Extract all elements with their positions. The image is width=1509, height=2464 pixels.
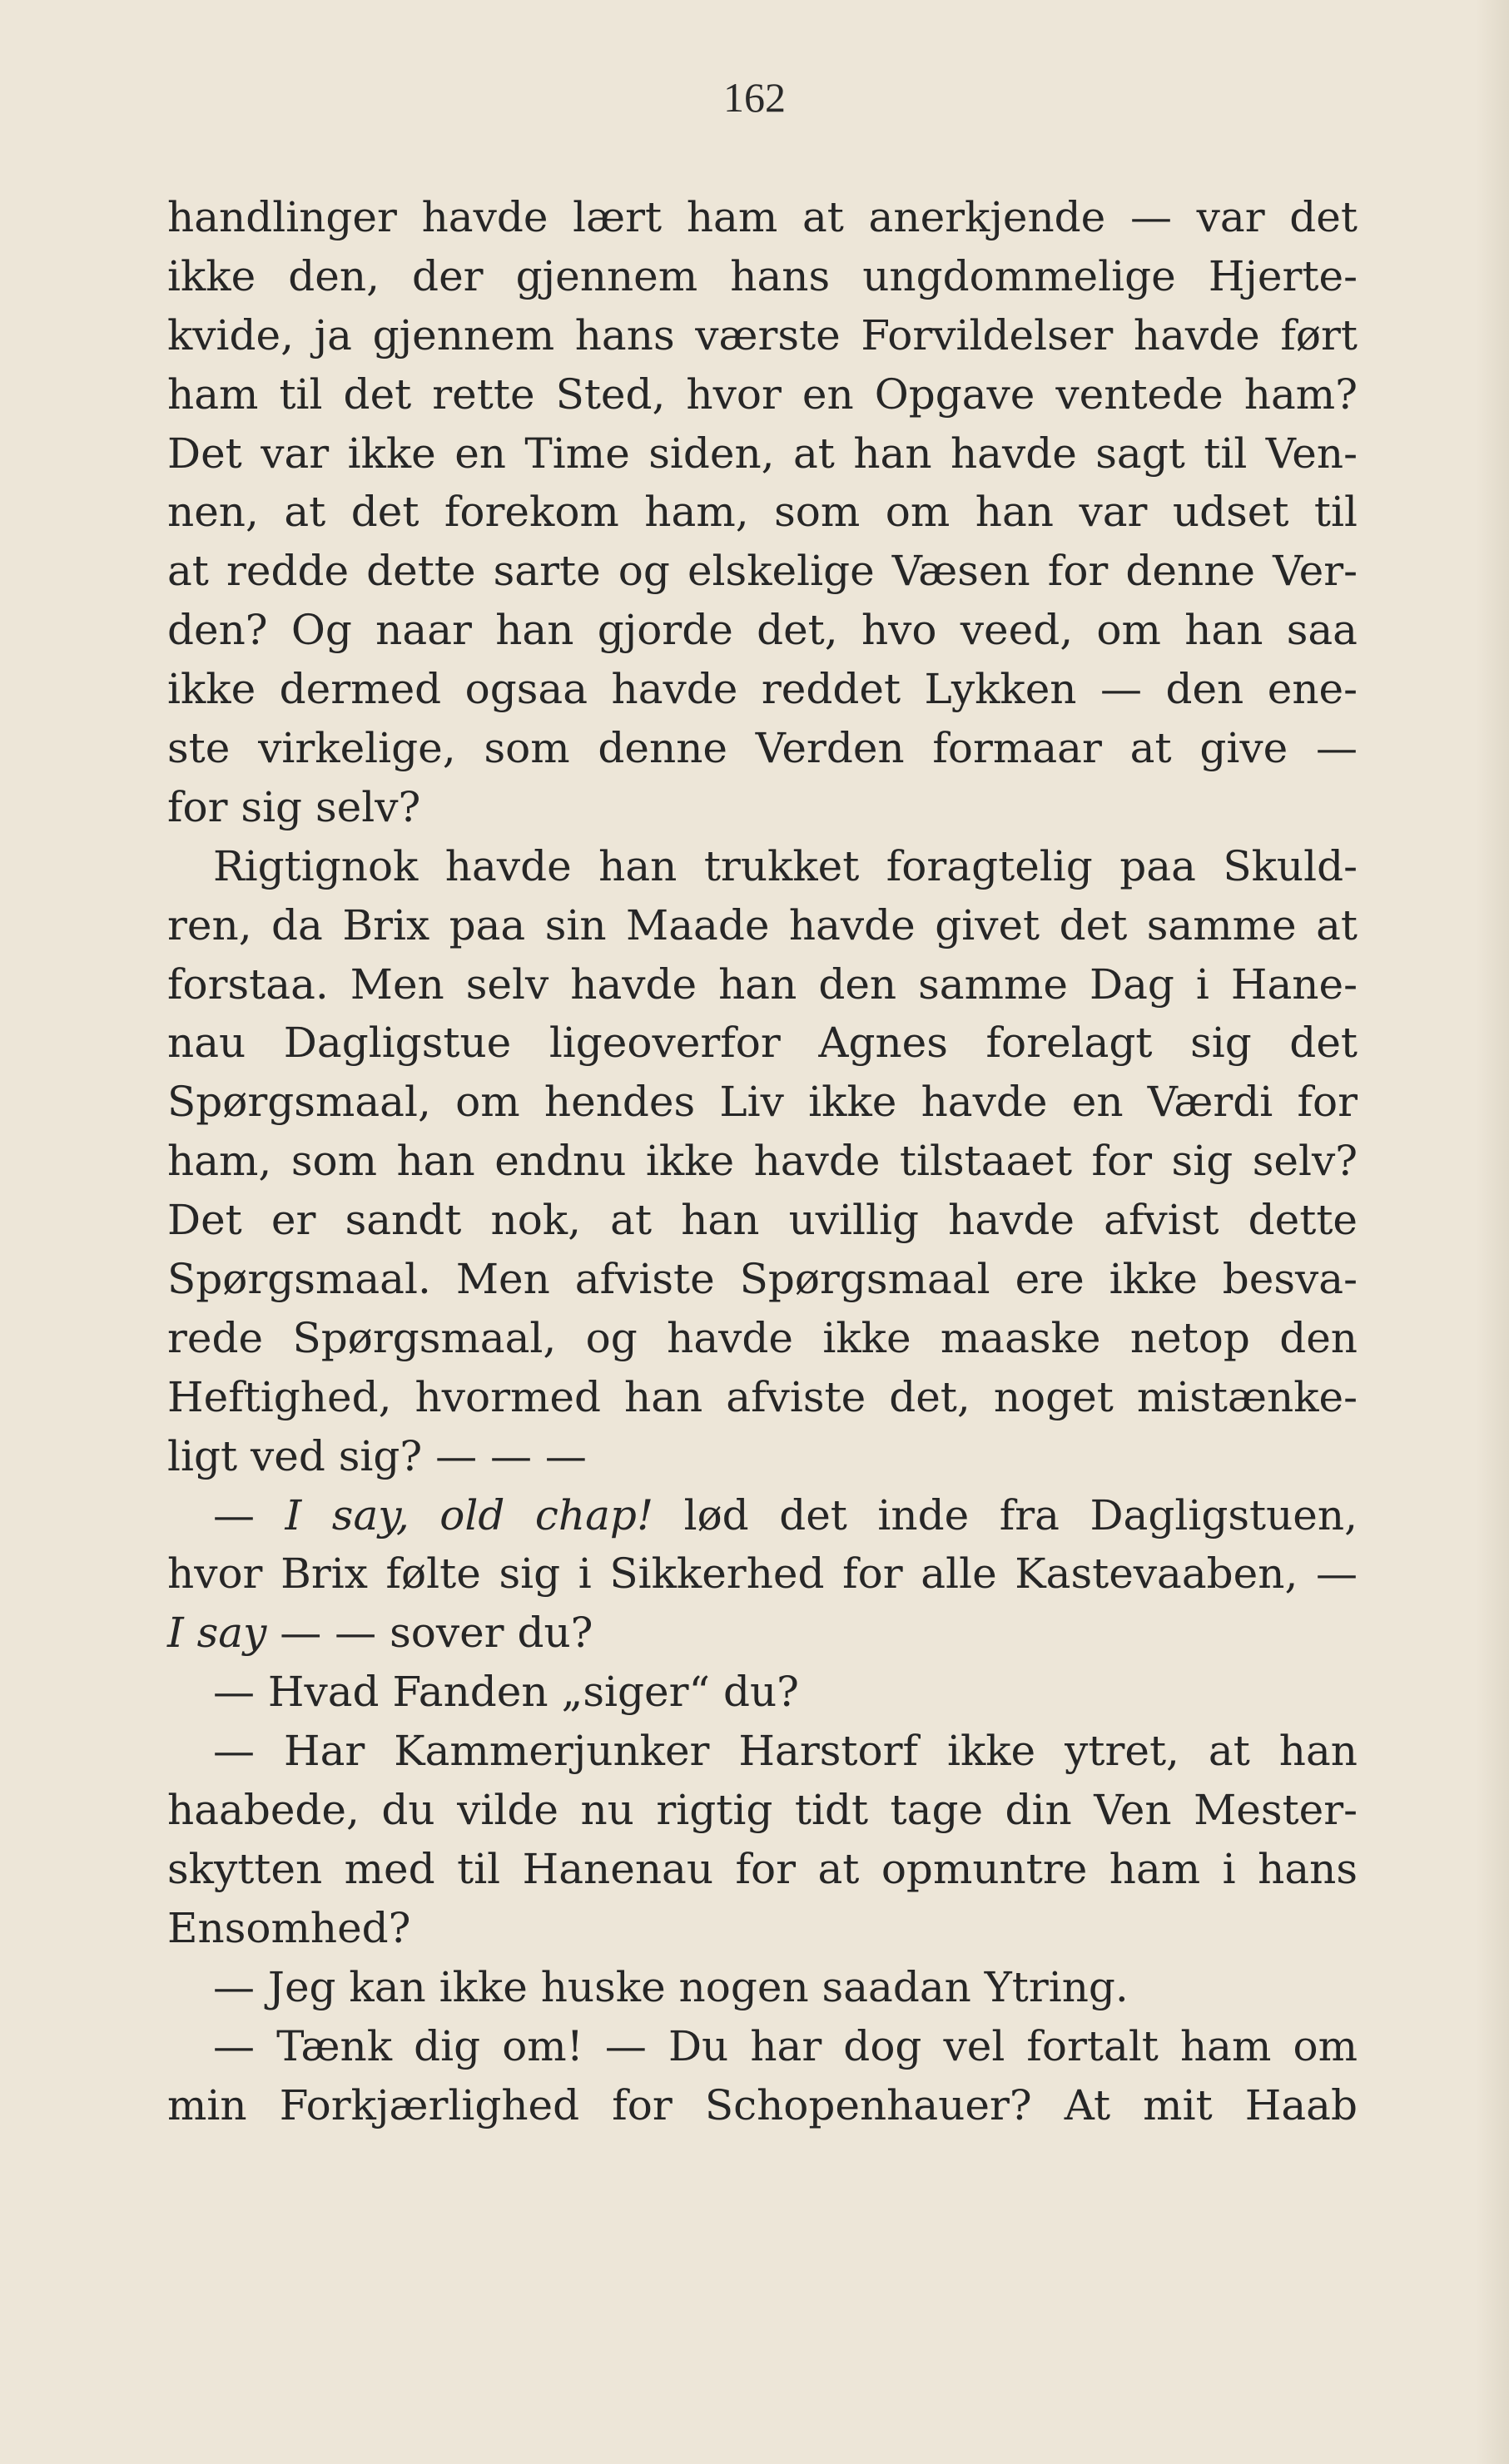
page-edge-shadow <box>1476 0 1509 2464</box>
text-line: rede Spørgsmaal, og havde ikke maaske netop den <box>167 1313 1358 1362</box>
page-number: 162 <box>723 74 786 121</box>
text-line: ham til det rette Sted, hvor en Opgave ventede ham? <box>167 369 1358 419</box>
text-line: Det er sandt nok, at han uvillig havde afvist dette <box>167 1196 1358 1245</box>
dialogue-line: haabede, du vilde nu rigtig tidt tage din Ven Mester- <box>167 1786 1358 1835</box>
text-line: kvide, ja gjennem hans værste Forvildelser havde ført <box>167 310 1358 359</box>
italic-phrase: I say, old chap! <box>285 1490 654 1539</box>
text-line: for sig selv? <box>167 782 421 831</box>
text-line: den? Og naar han gjorde det, hvo veed, om han saa <box>167 606 1358 655</box>
text-line: Heftighed, hvormed han afviste det, noget mistænke- <box>167 1372 1358 1421</box>
text-line: ikke den, der gjennem hans ungdommelige Hjerte- <box>167 251 1358 300</box>
italic-phrase: I say <box>167 1609 267 1658</box>
dialogue-line: hvor Brix følte sig i Sikkerhed for alle Kastevaaben, — <box>167 1549 1358 1599</box>
text-line: ham, som han endnu ikke havde tilstaaet for sig selv? <box>167 1137 1358 1186</box>
text-line: at redde dette sarte og elskelige Væsen for denne Ver- <box>167 547 1358 596</box>
dialogue-line: Ensomhed? <box>167 1903 411 1952</box>
text-line: Det var ikke en Time siden, at han havde sagt til Ven- <box>167 429 1358 478</box>
dash: — <box>213 1490 255 1539</box>
body-text <box>167 188 1358 2134</box>
text-line: Spørgsmaal, om hendes Liv ikke havde en Værdi for <box>167 1078 1358 1127</box>
dialogue-line <box>167 1604 1358 1663</box>
dialogue-text: lød det inde fra Dagligstuen, <box>683 1490 1358 1539</box>
dialogue-line: — Hvad Fanden „siger“ du? <box>213 1668 799 1717</box>
text-line: ren, da Brix paa sin Maade havde givet det samme at <box>167 900 1358 949</box>
text-line: ligt ved sig? — — — <box>167 1431 587 1480</box>
text-line: forstaa. Men selv havde han den samme Dag i Hane- <box>167 959 1358 1009</box>
dialogue-line: — Tænk dig om! — Du har dog vel fortalt ham om <box>213 2021 1358 2070</box>
text-line: Spørgsmaal. Men afviste Spørgsmaal ere ikke besva- <box>167 1255 1358 1304</box>
text-line: nau Dagligstue ligeoverfor Agnes forelagt sig det <box>167 1019 1358 1068</box>
text-line: nen, at det forekom ham, som om han var udset til <box>167 488 1358 537</box>
dialogue-text: — — sover du? <box>280 1609 593 1658</box>
dialogue-line: skytten med til Hanenau for at opmuntre ham i hans <box>167 1844 1358 1893</box>
dialogue-line: — Jeg kan ikke huske nogen saadan Ytring. <box>213 1962 1129 2011</box>
text-line: Rigtignok havde han trukket foragtelig paa Skuld- <box>213 841 1358 890</box>
dialogue-line: min Forkjærlighed for Schopenhauer? At mit Haab <box>167 2080 1358 2129</box>
text-line: ikke dermed ogsaa havde reddet Lykken — den ene- <box>167 665 1358 714</box>
narrative-paragraphs <box>167 188 1358 1486</box>
text-line: handlinger havde lært ham at anerkjende — var det <box>167 193 1358 241</box>
text-line: ste virkelige, som denne Verden formaar at give — <box>167 724 1358 773</box>
dialogue-line: — Har Kammerjunker Harstorf ikke ytret, at han <box>213 1727 1358 1776</box>
dialogue-line <box>167 1486 1358 1545</box>
